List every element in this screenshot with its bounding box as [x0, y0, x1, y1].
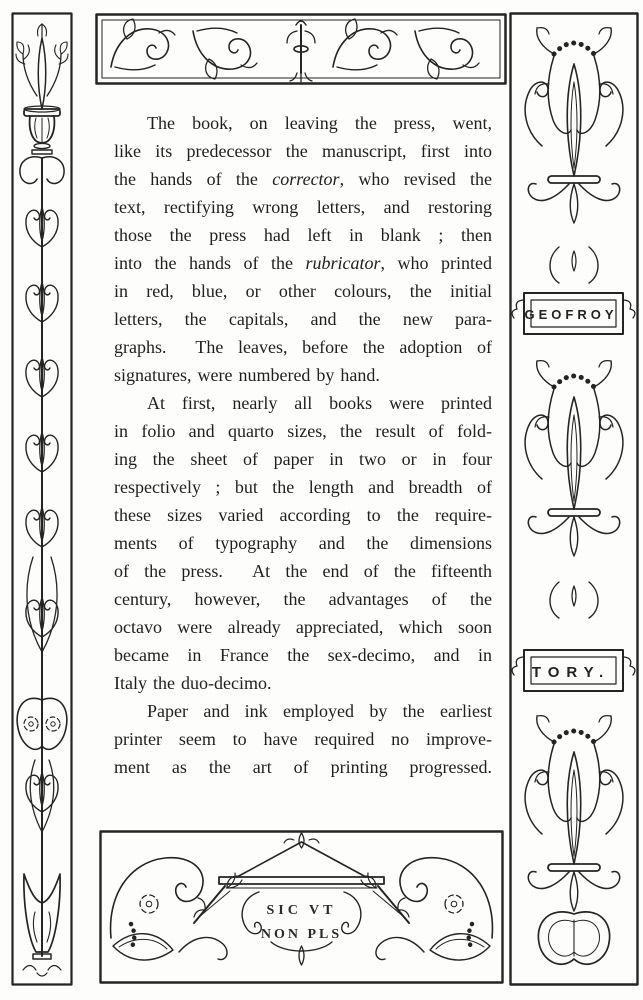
center-sheaf-motif: [287, 21, 315, 82]
text-line: respectively ; but the length and breadth of: [114, 477, 492, 497]
text-line: The book, on leaving the press, went,: [147, 113, 492, 133]
text-line: graphs. The leaves, before the adoption of: [114, 337, 492, 357]
text-line: in red, blue, or other colours, the initial: [114, 281, 492, 301]
text-line: in folio and quarto sizes, the result of fold-: [114, 421, 492, 441]
vase-motif: [16, 24, 68, 154]
text-line: these sizes varied according to the require-: [114, 505, 492, 525]
text-line: ments of typography and the dimensions: [114, 533, 492, 553]
text-line: signatures, were numbered by hand.: [114, 365, 380, 385]
motto-cartouche: [219, 833, 384, 965]
text-line: those the press had left in blank ; then: [114, 225, 492, 245]
text-line: text, rectifying wrong letters, and restoring: [114, 197, 492, 217]
text-line: ing the sheet of paper in two or in four: [114, 449, 492, 469]
motto-line-1: SIC VT: [266, 903, 337, 918]
tory-plaque: [512, 650, 635, 691]
plaque-label-tory: TORY.: [531, 664, 611, 681]
text-line: Italy the duo-decimo.: [114, 673, 272, 693]
geofroy-plaque: [512, 293, 635, 334]
headband-ornament-icon: [95, 13, 507, 85]
text-line: Paper and ink employed by the earliest: [147, 701, 492, 721]
heart-loop-motif: [538, 912, 609, 964]
text-line: ment as the art of printing progressed.: [114, 757, 492, 777]
text-line: became in France the sex-decimo, and in: [114, 645, 492, 665]
text-line: printer seem to have required no improve-: [114, 729, 492, 749]
body-text: [114, 109, 492, 781]
text-line: like its predecessor the manuscript, first into: [114, 141, 492, 161]
plaque-label-geofroy: GEOFROY: [524, 307, 618, 322]
text-line: of the press. At the end of the fifteenth: [114, 561, 492, 581]
motto-line-2: NON PLS: [260, 927, 343, 942]
text-line: letters, the capitals, and the new para-: [114, 309, 492, 329]
text-line: At first, nearly all books were printed: [147, 393, 492, 413]
left-border-ornament-icon: [11, 12, 73, 986]
tailpiece-ornament-icon: [99, 830, 504, 984]
text-line: into the hands of the rubricator, who printed: [114, 253, 492, 273]
right-border-ornament-icon: [509, 12, 639, 986]
text-line: octavo were already appreciated, which soon: [114, 617, 492, 637]
text-line: the hands of the corrector, who revised the: [114, 169, 493, 189]
text-line: century, however, the advantages of the: [114, 589, 492, 609]
